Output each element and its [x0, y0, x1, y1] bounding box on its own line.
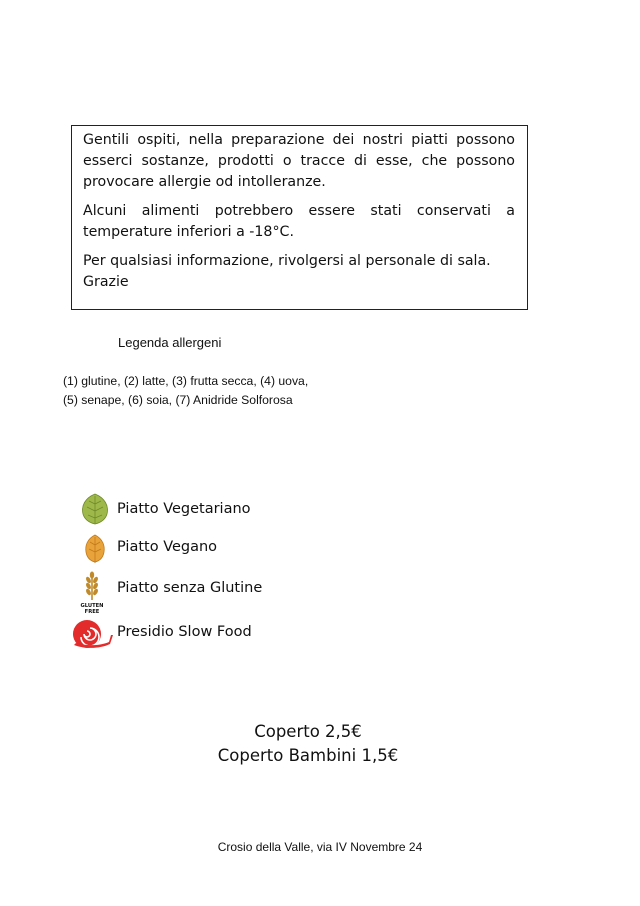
vegan-label: Piatto Vegano — [117, 539, 218, 555]
slow-food-label: Presidio Slow Food — [117, 624, 252, 640]
slow-food-snail-icon — [70, 618, 114, 652]
legend-slow-food — [70, 618, 330, 652]
notice-paragraph-2: Alcuni alimenti potrebbero essere stati conservati a temperature inferiori a -18°C. — [83, 203, 515, 240]
allergen-legend-line-2: (5) senape, (6) soia, (7) Anidride Solforosa — [63, 393, 293, 407]
notice-thanks: Grazie — [83, 274, 129, 290]
allergen-legend-line-1: (1) glutine, (2) latte, (3) frutta secca, (4) uova, — [63, 374, 309, 388]
svg-text:FREE: FREE — [84, 609, 100, 614]
allergen-legend-list — [63, 372, 308, 410]
notice-paragraph-3: Per qualsiasi informazione, rivolgersi al personale di sala. — [83, 253, 491, 269]
restaurant-address: Crosio della Valle, via IV Novembre 24 — [217, 840, 423, 854]
vegan-leaf-icon — [70, 532, 114, 566]
coperto-children: Coperto Bambini 1,5€ — [217, 746, 399, 765]
vegetarian-label: Piatto Vegetariano — [117, 501, 251, 517]
coperto-adult: Coperto 2,5€ — [254, 722, 362, 741]
legend-vegan — [70, 532, 330, 566]
allergen-notice-box — [71, 125, 528, 310]
gluten-free-wheat-icon — [70, 570, 114, 614]
legend-gluten-free — [70, 570, 330, 614]
legend-vegetarian — [70, 492, 330, 526]
notice-paragraph-1: Gentili ospiti, nella preparazione dei nostri piatti possono esserci sostanze, prodotti o tracce di esse, che possono provocare allergie od intolleranze. — [83, 132, 515, 190]
gluten-free-label: Piatto senza Glutine — [117, 580, 263, 596]
allergen-legend-title: Legenda allergeni — [118, 335, 222, 350]
vegetarian-leaf-icon — [70, 492, 114, 526]
svg-text:GLUTEN: GLUTEN — [80, 603, 104, 609]
